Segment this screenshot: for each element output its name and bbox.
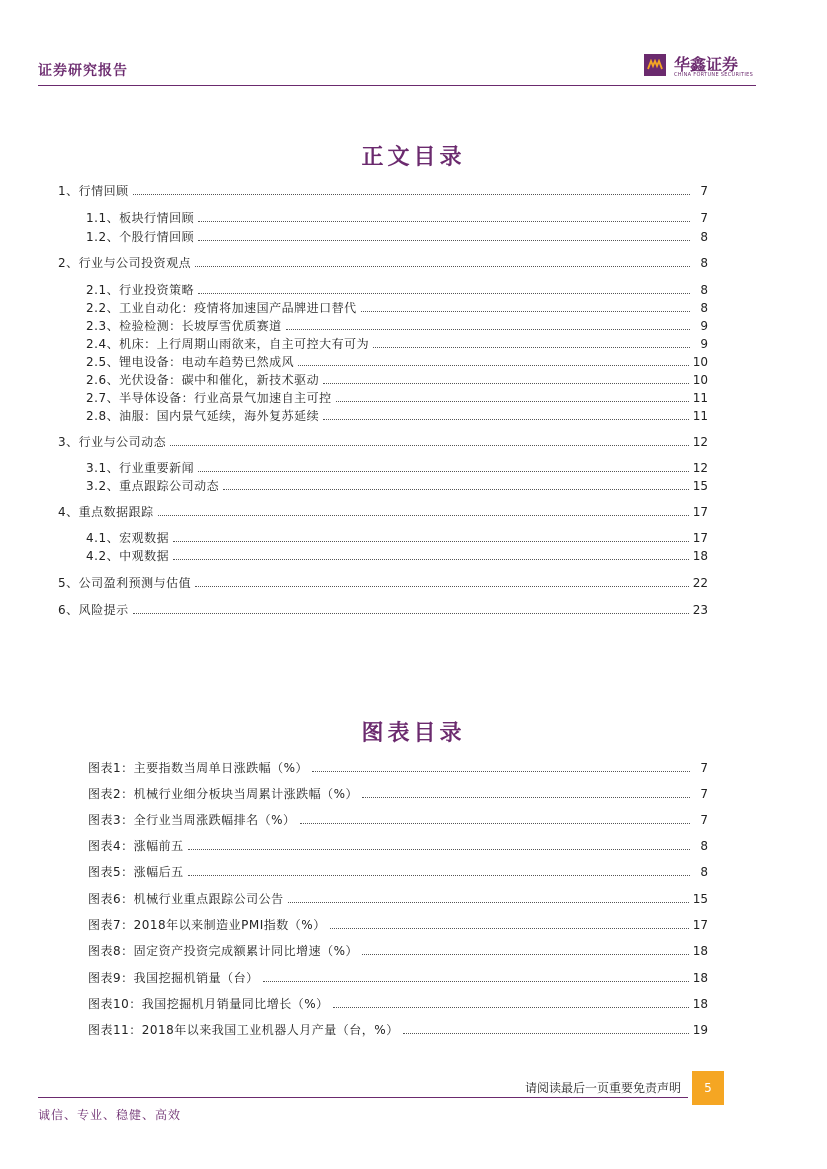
toc-leader [158, 514, 689, 516]
logo-subtitle: CHINA FORTUNE SECURITIES [674, 72, 754, 78]
figure-entry-page: 7 [700, 761, 708, 775]
toc-leader [361, 310, 690, 312]
figure-entry-label: 图表5：涨幅后五 [88, 865, 184, 879]
toc-leader [330, 927, 689, 929]
toc-leader [373, 346, 690, 348]
toc-entry[interactable] [86, 461, 708, 475]
disclaimer-notice: 请阅读最后一页重要免责声明 [525, 1081, 682, 1095]
toc-leader [173, 540, 689, 542]
toc-entry[interactable] [86, 355, 708, 369]
figure-entry[interactable] [88, 787, 708, 801]
toc-entry-page: 8 [700, 256, 708, 270]
toc-entry-label: 2.1、行业投资策略 [86, 283, 195, 297]
figure-entry[interactable] [88, 761, 708, 775]
toc-leader [223, 488, 689, 490]
toc-leader [198, 292, 690, 294]
figure-entry[interactable] [88, 892, 708, 906]
toc-entry[interactable] [86, 549, 708, 563]
toc-leader [195, 265, 690, 267]
toc-entry[interactable] [86, 319, 708, 333]
toc-entry[interactable] [58, 184, 708, 198]
toc-entry-label: 2.4、机床：上行周期山雨欲来，自主可控大有可为 [86, 337, 370, 351]
figure-entry-page: 18 [692, 971, 708, 985]
toc-leader [133, 193, 690, 195]
toc-entry-page: 15 [692, 479, 708, 493]
toc-entry-page: 8 [700, 230, 708, 244]
figure-entry-page: 18 [692, 997, 708, 1011]
figure-entry-label: 图表6：机械行业重点跟踪公司公告 [88, 892, 284, 906]
toc-entry[interactable] [86, 479, 708, 493]
figure-entry-label: 图表3：全行业当周涨跌幅排名（%） [88, 813, 296, 827]
figure-entry-label: 图表11：2018年以来我国工业机器人月产量（台，%） [88, 1023, 399, 1037]
figure-entry-label: 图表9：我国挖掘机销量（台） [88, 971, 259, 985]
toc-entry[interactable] [86, 391, 708, 405]
toc-entry[interactable] [58, 576, 708, 590]
toc-leader [323, 382, 689, 384]
toc-entry[interactable] [58, 435, 708, 449]
toc-entry-page: 9 [700, 337, 708, 351]
figure-entry[interactable] [88, 918, 708, 932]
figure-entry[interactable] [88, 813, 708, 827]
toc-entry-label: 3、行业与公司动态 [58, 435, 167, 449]
toc-entry-page: 10 [692, 373, 708, 387]
figure-entry-label: 图表8：固定资产投资完成额累计同比增速（%） [88, 944, 359, 958]
figure-entry[interactable] [88, 1023, 708, 1037]
toc-entry[interactable] [86, 283, 708, 297]
figure-entry-label: 图表2：机械行业细分板块当周累计涨跌幅（%） [88, 787, 359, 801]
toc-leader [170, 444, 689, 446]
toc-entry-label: 4.2、中观数据 [86, 549, 170, 563]
toc-entry-label: 2、行业与公司投资观点 [58, 256, 192, 270]
toc-entry-page: 10 [692, 355, 708, 369]
toc-entry-label: 3.2、重点跟踪公司动态 [86, 479, 220, 493]
toc-entry-page: 11 [692, 409, 708, 423]
toc-entry-label: 3.1、行业重要新闻 [86, 461, 195, 475]
figure-entry[interactable] [88, 971, 708, 985]
toc-entry[interactable] [86, 301, 708, 315]
toc-entry[interactable] [86, 211, 708, 225]
toc-entry[interactable] [58, 256, 708, 270]
toc-entry-page: 17 [692, 505, 708, 519]
figure-entry-page: 17 [692, 918, 708, 932]
toc-leader [133, 612, 689, 614]
toc-entry-label: 2.6、光伏设备：碳中和催化，新技术驱动 [86, 373, 320, 387]
figure-entry[interactable] [88, 865, 708, 879]
toc-leader [300, 822, 690, 824]
toc-leader [298, 364, 689, 366]
figure-entry-page: 8 [700, 865, 708, 879]
toc-entry-page: 12 [692, 461, 708, 475]
figure-entry-label: 图表1：主要指数当周单日涨跌幅（%） [88, 761, 309, 775]
toc-entry-label: 1.2、个股行情回顾 [86, 230, 195, 244]
figure-entry-label: 图表10：我国挖掘机月销量同比增长（%） [88, 997, 329, 1011]
toc-entry-label: 2.2、工业自动化：疫情将加速国产品牌进口替代 [86, 301, 357, 315]
toc-entry-page: 23 [692, 603, 708, 617]
page-number: 5 [692, 1071, 724, 1105]
toc-entry[interactable] [86, 531, 708, 545]
figure-entry[interactable] [88, 997, 708, 1011]
toc-entry[interactable] [86, 337, 708, 351]
toc-entry-label: 2.7、半导体设备：行业高景气加速自主可控 [86, 391, 332, 405]
toc-entry-page: 7 [700, 211, 708, 225]
figure-entry-page: 7 [700, 813, 708, 827]
toc-entry[interactable] [58, 603, 708, 617]
toc-title: 正文目录 [361, 144, 466, 170]
toc-entry-label: 4.1、宏观数据 [86, 531, 170, 545]
toc-entry[interactable] [86, 230, 708, 244]
toc-leader [323, 418, 689, 420]
toc-entry-page: 7 [700, 184, 708, 198]
toc-entry-label: 2.3、检验检测：长坡厚雪优质赛道 [86, 319, 282, 333]
toc-leader [195, 585, 689, 587]
logo-mark-icon [644, 54, 666, 76]
toc-entry-page: 11 [692, 391, 708, 405]
toc-leader [263, 980, 689, 982]
toc-entry-page: 9 [700, 319, 708, 333]
toc-leader [288, 901, 689, 903]
toc-entry[interactable] [86, 409, 708, 423]
toc-leader [188, 874, 690, 876]
header-divider [38, 85, 756, 86]
toc-leader [198, 239, 690, 241]
toc-entry-page: 12 [692, 435, 708, 449]
toc-entry-label: 1.1、板块行情回顾 [86, 211, 195, 225]
toc-leader [336, 400, 689, 402]
toc-leader [198, 470, 689, 472]
toc-leader [173, 558, 689, 560]
toc-entry-label: 2.5、锂电设备：电动车趋势已然成风 [86, 355, 295, 369]
toc-entry-label: 5、公司盈利预测与估值 [58, 576, 192, 590]
figure-entry-label: 图表7：2018年以来制造业PMI指数（%） [88, 918, 326, 932]
toc-leader [188, 848, 690, 850]
toc-leader [198, 220, 690, 222]
footer-divider [38, 1097, 688, 1098]
figure-entry-page: 15 [692, 892, 708, 906]
toc-leader [286, 328, 690, 330]
figure-entry[interactable] [88, 839, 708, 853]
toc-leader [362, 796, 690, 798]
toc-leader [312, 770, 690, 772]
toc-entry-page: 18 [692, 549, 708, 563]
company-motto: 诚信、专业、稳健、高效 [38, 1108, 182, 1122]
toc-entry-label: 6、风险提示 [58, 603, 129, 617]
figure-entry-label: 图表4：涨幅前五 [88, 839, 184, 853]
figure-entry-page: 7 [700, 787, 708, 801]
toc-entry-page: 8 [700, 301, 708, 315]
toc-entry-page: 17 [692, 531, 708, 545]
toc-entry[interactable] [86, 373, 708, 387]
figure-entry-page: 19 [692, 1023, 708, 1037]
figure-entry-page: 8 [700, 839, 708, 853]
toc-entry-label: 4、重点数据跟踪 [58, 505, 154, 519]
toc-leader [362, 953, 689, 955]
report-type-label: 证券研究报告 [38, 63, 128, 79]
toc-leader [333, 1006, 689, 1008]
company-logo [644, 52, 754, 82]
figures-title: 图表目录 [361, 720, 466, 746]
toc-entry-label: 1、行情回顾 [58, 184, 129, 198]
figure-entry-page: 18 [692, 944, 708, 958]
toc-entry-page: 22 [692, 576, 708, 590]
toc-entry[interactable] [58, 505, 708, 519]
logo-name: 华鑫证券 [674, 55, 739, 74]
toc-leader [403, 1032, 689, 1034]
toc-entry-page: 8 [700, 283, 708, 297]
toc-entry-label: 2.8、油服：国内景气延续，海外复苏延续 [86, 409, 320, 423]
figure-entry[interactable] [88, 944, 708, 958]
